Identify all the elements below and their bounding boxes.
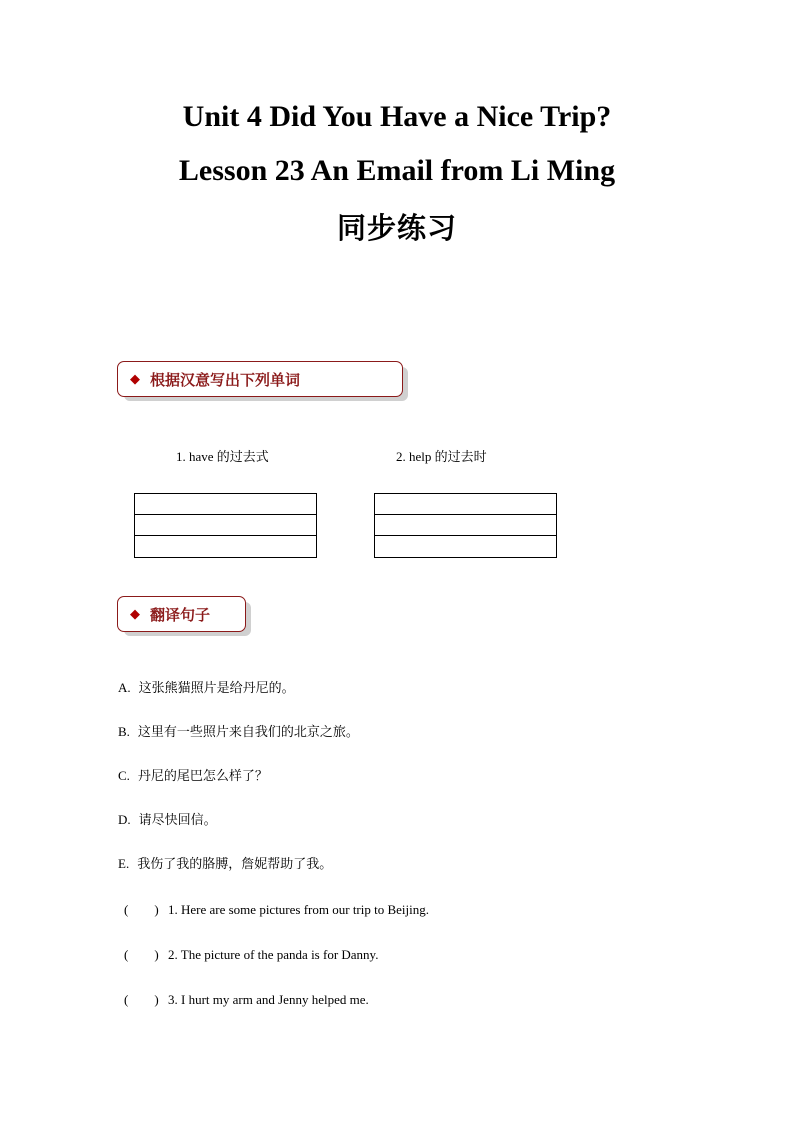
sentence-a	[118, 677, 295, 696]
sentence-b	[118, 721, 359, 740]
match-item-2	[124, 944, 378, 963]
match-text: 3. I hurt my arm and Jenny helped me.	[168, 992, 369, 1007]
title-unit: Unit 4 Did You Have a Nice Trip?	[182, 100, 612, 133]
sentence-text: 这张熊猫照片是给丹尼的。	[138, 680, 295, 695]
sentence-e	[118, 853, 332, 872]
sentence-letter: A.	[118, 680, 131, 695]
writing-line[interactable]	[135, 536, 316, 557]
match-text: 2. The picture of the panda is for Danny.	[168, 947, 379, 962]
sentence-c	[118, 765, 268, 784]
answer-blank[interactable]: ( )	[124, 902, 159, 917]
answer-blank[interactable]: ( )	[124, 992, 159, 1007]
sentence-text: 丹尼的尾巴怎么样了？	[137, 768, 268, 783]
sentence-letter: E.	[118, 856, 130, 871]
sentence-letter: B.	[118, 724, 130, 739]
section-label: 翻译句子	[150, 605, 211, 624]
match-item-1	[124, 899, 429, 918]
writing-line[interactable]	[375, 515, 556, 536]
diamond-icon: ◆	[130, 606, 140, 622]
answer-blank[interactable]: ( )	[124, 947, 159, 962]
sentence-text: 请尽快回信。	[138, 812, 217, 827]
title-subtitle: 同步练习	[336, 211, 457, 245]
section-label: 根据汉意写出下列单词	[150, 370, 301, 389]
writing-line[interactable]	[375, 494, 556, 515]
writing-line[interactable]	[135, 494, 316, 515]
word-prompt-2: 2. help 的过去时	[396, 449, 487, 464]
sentence-letter: C.	[118, 768, 130, 783]
writing-grid-2[interactable]	[374, 493, 557, 558]
section-header-translation	[117, 596, 246, 632]
match-text: 1. Here are some pictures from our trip to Beijing.	[168, 902, 430, 917]
sentence-d	[118, 809, 217, 828]
word-prompt-1: 1. have 的过去式	[176, 449, 269, 464]
match-item-3	[124, 989, 369, 1008]
writing-grid-1[interactable]	[134, 493, 317, 558]
sentence-letter: D.	[118, 812, 131, 827]
writing-line[interactable]	[135, 515, 316, 536]
title-lesson: Lesson 23 An Email from Li Ming	[178, 154, 616, 187]
section-header-vocabulary	[117, 361, 403, 397]
sentence-text: 这里有一些照片来自我们的北京之旅。	[137, 724, 359, 739]
sentence-text: 我伤了我的胳膊，詹妮帮助了我。	[137, 856, 333, 871]
diamond-icon: ◆	[130, 371, 140, 387]
writing-line[interactable]	[375, 536, 556, 557]
